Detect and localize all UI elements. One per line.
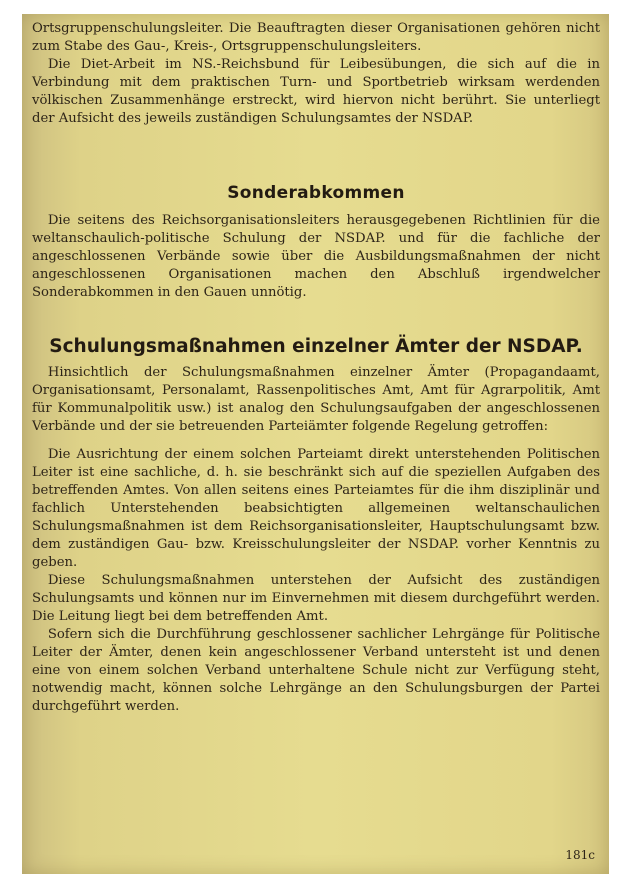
page-number: 181c bbox=[565, 848, 595, 862]
book-page bbox=[22, 14, 609, 874]
paragraph-schulung-4: Sofern sich die Durchführung geschlossener sachlicher Lehrgänge für Politische Leiter der Ämter, denen kein angeschlossener Verband untersteht ist und denen eine von einem solchen Verband unterhaltene Schule nicht zur Verfügung steht, notwendig macht, können solche Lehrgänge an den Schulungsburgen der Partei durchgeführt werden. bbox=[32, 627, 600, 714]
heading-schulungsmassnahmen: Schulungsmaßnahmen einzelner Ämter der NSDAP. bbox=[49, 336, 583, 357]
paragraph-schulung-3: Diese Schulungsmaßnahmen unterstehen der Aufsicht des zuständigen Schulungsamts und können nur im Einvernehmen mit diesem durchgeführt werden. Die Leitung liegt bei dem betreffenden Amt. bbox=[32, 573, 600, 624]
paragraph-schulung-1: Hinsichtlich der Schulungsmaßnahmen einzelner Ämter (Propagandaamt, Organisationsamt, Personalamt, Rassenpolitisches Amt, Amt für Agrarpolitik, Amt für Kommunalpolitik usw.) ist analog den Schulungsaufgaben der angeschlossenen Verbände und der sie betreuenden Parteiämter folgende Regelung getroffen: bbox=[32, 365, 600, 434]
page-content bbox=[32, 20, 600, 716]
paragraph-schulung-2: Die Ausrichtung der einem solchen Parteiamt direkt unterstehenden Politischen Leiter ist eine sachliche, d. h. sie beschränkt sich auf die speziellen Aufgaben des betreffenden Amtes. Von allen seitens eines Parteiamtes für die ihm disziplinär und fachlich Unterstehenden beabsichtigten allgemeinen weltanschaulichen Schulungsmaßnahmen ist dem Reichsorganisationsleiter, Hauptschulungsamt bzw. dem zuständigen Gau- bzw. Kreisschulungsleiter der NSDAP. vorher Kenntnis zu geben. bbox=[32, 447, 600, 570]
heading-sonderabkommen: Sonderabkommen bbox=[227, 183, 405, 203]
paragraph-intro-1: Ortsgruppenschulungsleiter. Die Beauftragten dieser Organisationen gehören nicht zum Stabe des Gau-, Kreis-, Ortsgruppenschulungsleiters. bbox=[32, 21, 600, 54]
paragraph-intro-2: Die Diet-Arbeit im NS.-Reichsbund für Leibesübungen, die sich auf die in Verbindung mit dem praktischen Turn- und Sportbetrieb wirksam werdenden völkischen Zusammenhänge erstreckt, wird hiervon nicht berührt. Sie unterliegt der Aufsicht des jeweils zuständigen Schulungsamtes der NSDAP. bbox=[32, 57, 600, 126]
paragraph-sonderabkommen: Die seitens des Reichsorganisationsleiters herausgegebenen Richtlinien für die weltanschaulich-politische Schulung der NSDAP. und für die fachliche der angeschlossenen Verbände sowie über die Ausbildungsmaßnahmen der nicht angeschlossenen Organisationen machen den Abschluß irgendwelcher Sonderabkommen in den Gauen unnötig. bbox=[32, 213, 600, 300]
paragraph-gap bbox=[32, 436, 600, 446]
